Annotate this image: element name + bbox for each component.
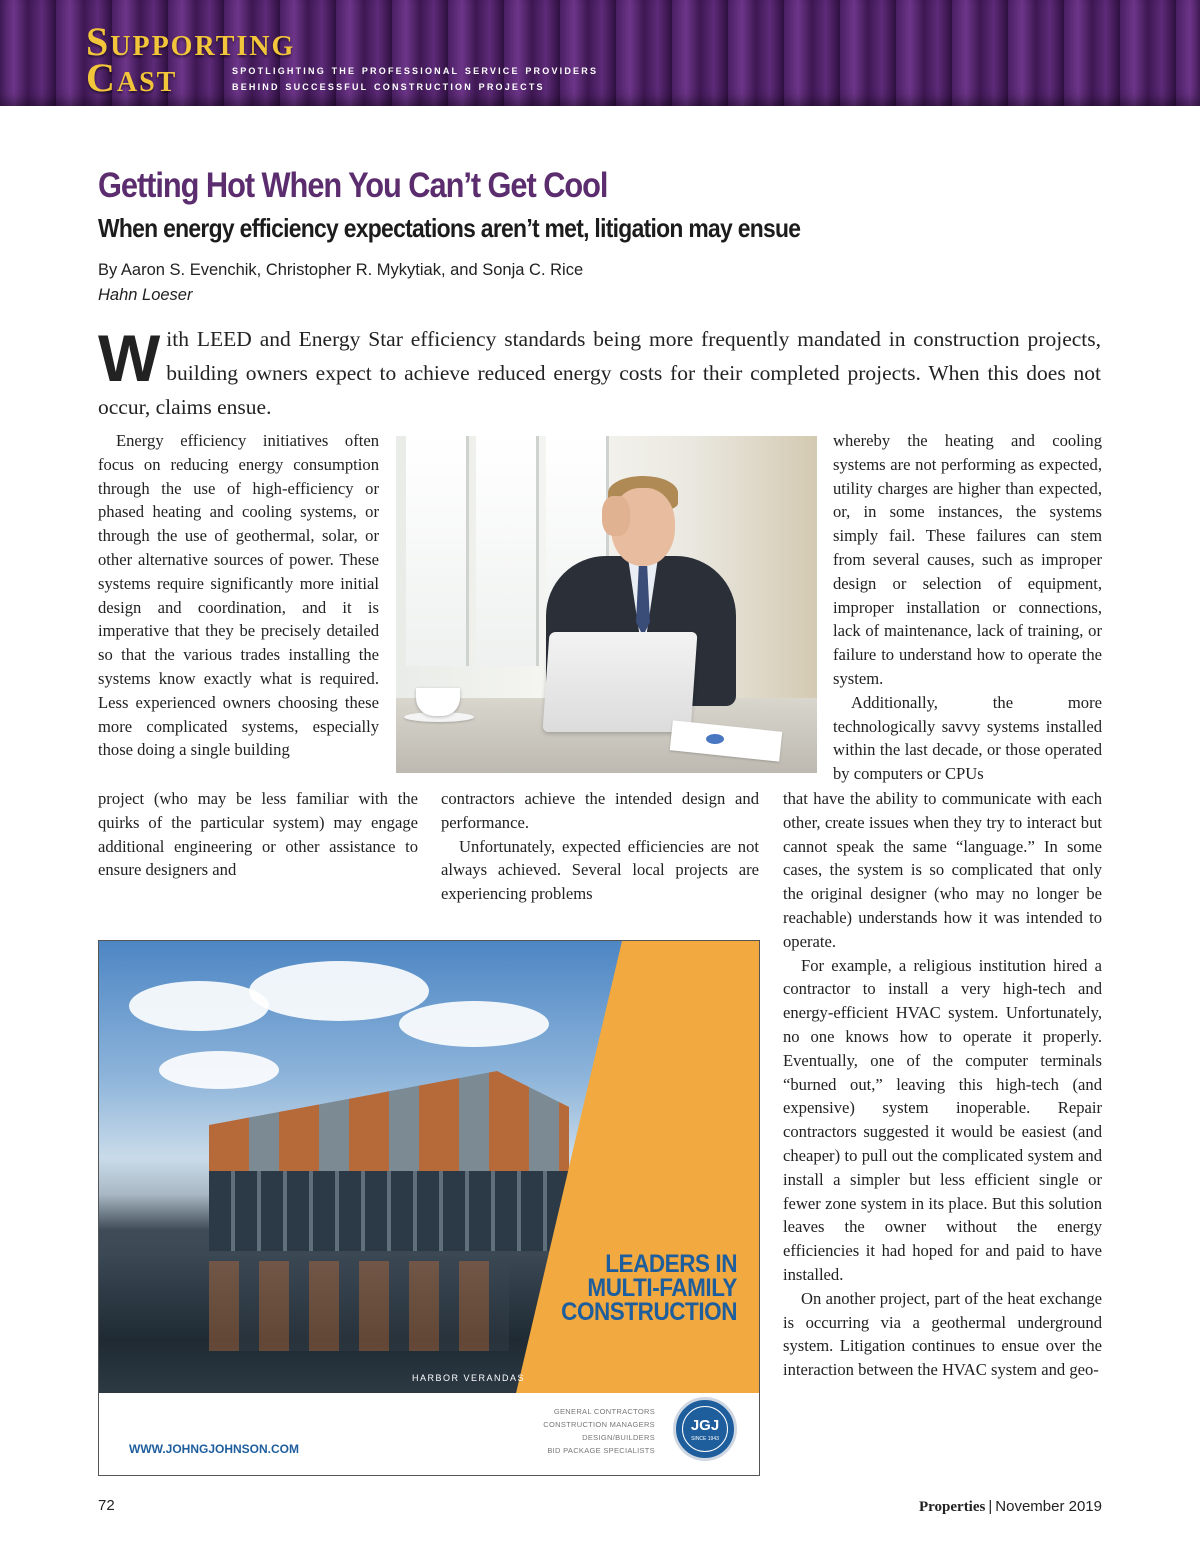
body-paragraph: whereby the heating and cooling systems are not performing as expected, utility charges are higher than expected, or, in some instances, the systems simply fail. These failures can stem from several causes, such as improper design or selection of equipment, improper installation or connections, lack of maintenance, lack of training, or failure to understand how to operate the system. <box>833 431 1102 688</box>
laptop <box>543 632 698 732</box>
banner-title-line2: Cast <box>86 55 178 100</box>
jgj-logo <box>673 1397 737 1461</box>
column-1-top <box>98 429 379 762</box>
logo-text: JGJ <box>690 1417 720 1434</box>
advertisement[interactable] <box>98 940 760 1476</box>
article-subhead: When energy efficiency expectations aren’t met, litigation may ensue <box>98 213 801 243</box>
ad-tagline <box>521 1252 737 1324</box>
cloud-decor <box>129 981 269 1031</box>
coffee-cup <box>416 688 460 716</box>
body-paragraph: Unfortunately, expected efficiencies are not always achieved. Several local projects are experiencing problems <box>441 836 759 904</box>
ad-services-list <box>543 1405 655 1457</box>
ad-service-item: GENERAL CONTRACTORS <box>553 1407 655 1416</box>
cloud-decor <box>249 961 429 1021</box>
ad-photo-caption: HARBOR VERANDAS <box>412 1373 526 1383</box>
body-paragraph: Energy efficiency initiatives often focus on reducing energy consumption through the use of high-efficiency or phased heating and cooling systems, or through the use of geothermal, solar, or other alternative sources of power. These systems require significantly more initial design and coordination, and it is imperative that they be precisely detailed so that the various trades installing the systems know exactly what is required. Less experienced owners choosing these more complicated systems, especially those doing a single building <box>98 431 379 760</box>
footer-separator: | <box>988 1498 993 1515</box>
lead-paragraph <box>98 322 1101 424</box>
column-3-top <box>833 429 1102 786</box>
article-byline: By Aaron S. Evenchik, Christopher R. Mykytiak, and Sonja C. Rice <box>98 261 584 279</box>
article-photo <box>396 436 817 773</box>
ad-tagline-line1: LEADERS IN <box>605 1250 737 1278</box>
body-paragraph: For example, a religious institution hired a contractor to install a very high-tech and energy-efficient HVAC system. Unfortunately, no one knows how to operate it properly. Eventually, one of the computer terminals “burned out,” leaving this high-tech (and expensive) system inoperable. Repair contractors suggested it would be easiest (and cheaper) to pull out the complicated system and install a simpler but less efficient single or fewer zone system in its place. But this solution leaves the owner without the energy efficiencies it had hoped for and paid to have installed. <box>783 955 1102 1284</box>
cloud-decor <box>399 1001 549 1047</box>
ad-tagline-line3: CONSTRUCTION <box>561 1298 737 1326</box>
cloud-decor <box>159 1051 279 1089</box>
footer-issue <box>919 1497 1102 1516</box>
body-paragraph: project (who may be less familiar with the quirks of the particular system) may engage additional engineering or other assistance to ensure designers and <box>98 789 418 880</box>
banner-subtitle-line2: behind successful construction projects <box>232 79 545 93</box>
body-paragraph: On another project, part of the heat exchange is occurring via a geothermal underground system. Litigation continues to ensue over the interaction between the HVAC system and geo- <box>783 1288 1102 1380</box>
lead-text: ith LEED and Energy Star efficiency standards being more frequently mandated in construction projects, building owners expect to achieve reduced energy costs for their completed projects. When this does not occur, claims ensue. <box>98 327 1101 419</box>
column-3-bottom <box>783 787 1102 1382</box>
page-number: 72 <box>98 1497 115 1514</box>
magazine-name: Properties <box>918 1499 986 1515</box>
column-1-bottom <box>98 787 418 882</box>
ad-url-link[interactable]: WWW.JOHNGJOHNSON.COM <box>129 1442 299 1456</box>
body-paragraph: contractors achieve the intended design and performance. <box>441 789 759 832</box>
banner-subtitle-line1: spotlighting the professional service providers <box>232 63 599 77</box>
person-hand <box>602 496 630 536</box>
ad-service-item: DESIGN/BUILDERS <box>582 1433 655 1442</box>
section-banner <box>0 0 1200 106</box>
article-headline: Getting Hot When You Can’t Get Cool <box>98 166 608 205</box>
ad-service-item: CONSTRUCTION MANAGERS <box>543 1420 655 1429</box>
window-decor <box>406 436 469 666</box>
building-base <box>209 1171 569 1251</box>
banner-title-line1: Supporting <box>86 19 296 64</box>
ad-footer <box>99 1393 760 1476</box>
issue-date: November 2019 <box>995 1498 1102 1515</box>
paper-chart <box>706 734 724 744</box>
ad-tagline-line2: MULTI-FAMILY <box>587 1274 737 1302</box>
logo-since: SINCE 1943 <box>691 1436 719 1442</box>
water-reflection <box>209 1261 509 1351</box>
article-firm: Hahn Loeser <box>98 286 193 304</box>
drop-cap: W <box>98 321 161 395</box>
body-paragraph: Additionally, the more technologically savvy systems installed within the last decade, or those operated by computers or CPUs <box>833 692 1102 784</box>
body-paragraph: that have the ability to communicate with each other, create issues when they try to interact but cannot speak the same “language.” In some cases, the system is so complicated that only the original designer (who may no longer be reachable) understands how it was intended to operate. <box>783 789 1102 951</box>
window-decor <box>476 436 539 666</box>
ad-service-item: BID PACKAGE SPECIALISTS <box>547 1446 655 1455</box>
column-2 <box>441 787 759 906</box>
